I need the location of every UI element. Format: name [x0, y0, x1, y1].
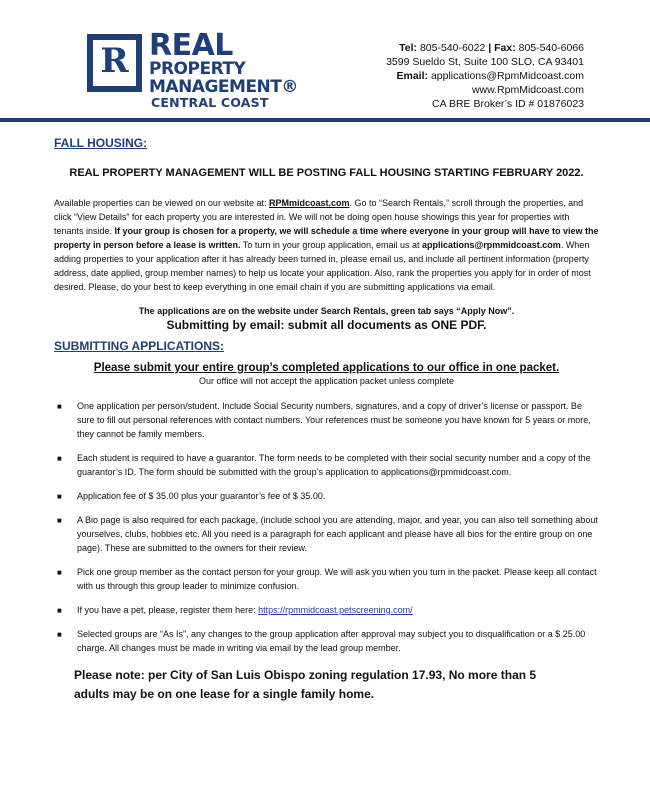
logo-subtitle: CENTRAL COAST	[151, 95, 269, 110]
company-logo	[87, 28, 298, 114]
logo-wordmark: REAL PROPERTY MANAGEMENT®	[149, 28, 298, 97]
list-item: ■ Selected groups are “As Is”, any changes to the group application after approval may subject you to disqualification or a $ 25.00 charge. All changes must be made in writing via email by the lead group member.	[57, 629, 586, 653]
list-item: ■ Application fee of $ 35.00 plus your guarantor’s fee of $ 35.00.	[54, 489, 599, 503]
license-line: CA BRE Broker’s ID # 01876023	[432, 98, 584, 110]
list-item: ■ Pick one group member as the contact person for your group. We will ask you when you turn in the packet. Please keep all contact with us through this group leader to minimize confusion.	[57, 567, 597, 591]
packet-subtitle: Our office will not accept the application packet unless complete	[199, 376, 454, 386]
list-item: ■ Each student is required to have a guarantor. The form needs to be completed with their social security number and a copy of the guarantor’s ID. The form should be submitted with the group’s application to applications@rpmmidcoast.com.	[57, 453, 591, 477]
bullet-icon: ■	[57, 606, 62, 615]
pet-screening-link[interactable]: https://rpmmidcoast.petscreening.com/	[258, 605, 413, 615]
list-item-pet: ■ If you have a pet, please, register them here: https://rpmmidcoast.petscreening.com/	[54, 603, 599, 617]
submitting-heading: SUBMITTING APPLICATIONS:	[54, 339, 224, 353]
zoning-note: Please note: per City of San Luis Obispo zoning regulation 17.93, No more than 5 adults may be on one lease for a single family home.	[74, 668, 537, 701]
letterhead	[0, 0, 650, 118]
email-line: Email: applications@RpmMidcoast.com	[396, 70, 584, 82]
bullet-icon: ■	[57, 630, 62, 639]
list-item: ■ One application per person/student. Include Social Security numbers, signatures, and a copy of driver’s license or passport. Be sure to fill out personal references with contact numbers. Your references must be someone you have known for 5 years or more, they cannot be family members.	[57, 401, 591, 439]
bullet-icon: ■	[57, 516, 62, 525]
website-link[interactable]: RPMmidcoast.com	[268, 198, 350, 208]
bullet-icon: ■	[57, 402, 62, 411]
fall-housing-paragraph: Available properties can be viewed on our website at: RPMmidcoast.com. Go to “Search Rentals,” scroll through the properties, and click “View Details” for each property you are interested in. We will not be doing open house showings this year for properties with tenants inside. If your group is chosen for a property, we will schedule a time where everyone in your group will have to view the property in person before a lease is written. To turn in your group application, email us at applications@rpmmidcoast.com. When adding properties to your application after it has already been turned in, please email us, and include all pertinent information (property address, date applied, group member names) to help us locate your application. Also, rank the properties you apply for in order of most desired. Please, do your best to keep everything in one email chain if you are submitting applications via email.	[54, 198, 599, 292]
apply-now-note: The applications are on the website under Search Rentals, green tab says “Apply Now”.	[138, 306, 515, 316]
logo-mark-icon: R	[87, 34, 142, 92]
fall-housing-announcement: REAL PROPERTY MANAGEMENT WILL BE POSTING FALL HOUSING STARTING FEBRUARY 2022.	[69, 167, 584, 179]
website-line: www.RpmMidcoast.com	[471, 84, 584, 96]
requirements-list	[54, 399, 599, 655]
applications-email: applications@rpmmidcoast.com	[422, 240, 561, 250]
bullet-icon: ■	[57, 492, 62, 501]
address-line: 3599 Sueldo St, Suite 100 SLO, CA 93401	[386, 56, 584, 68]
document-body	[54, 122, 599, 704]
packet-title: Please submit your entire group’s completed applications to our office in one packet.	[93, 362, 560, 374]
list-item: ■ A Bio page is also required for each package, (include school you are attending, major, and year, you can also tell something about yourselves, clubs, hobbies etc. All you need is a paragraph for each applicant and please have all bios for the entire group on one page). These are submitted to the owners for their review.	[57, 515, 598, 553]
bullet-icon: ■	[57, 568, 62, 577]
fall-housing-heading: FALL HOUSING:	[54, 136, 148, 150]
one-pdf-note: Submitting by email: submit all documents as ONE PDF.	[166, 318, 487, 332]
phone-fax-line: Tel: 805-540-6022 | Fax: 805-540-6066	[399, 42, 584, 54]
contact-block	[386, 41, 584, 111]
bullet-icon: ■	[57, 454, 62, 463]
